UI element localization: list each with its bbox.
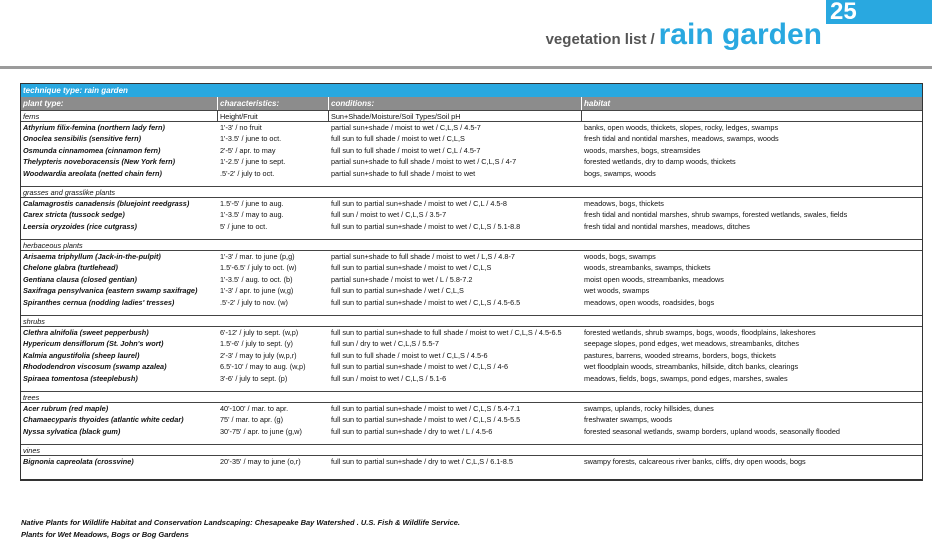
table-row bbox=[21, 456, 922, 468]
plant-name-cell: Arisaema triphyllum (Jack-in-the-pulpit) bbox=[23, 251, 161, 261]
table-row bbox=[21, 274, 922, 286]
category-label: vines bbox=[21, 444, 922, 456]
plant-name-cell: Acer rubrum (red maple) bbox=[23, 403, 109, 413]
conditions-cell: full sun / dry to wet / C,L,S / 5.5-7 bbox=[331, 339, 439, 348]
plant-name-cell: Clethra alnifolia (sweet pepperbush) bbox=[23, 327, 149, 337]
habitat-cell: fresh tidal and nontidal marshes, meadows, swamps, woods bbox=[584, 134, 779, 143]
table-row bbox=[21, 350, 922, 362]
conditions-cell: full sun to partial sun+shade / moist to wet / C,L,S / 5.1-8.8 bbox=[331, 221, 521, 231]
table-row bbox=[21, 251, 922, 263]
conditions-cell: full sun to full shade / moist to wet / C,L / 4.5-7 bbox=[331, 145, 481, 155]
characteristics-cell: 1'-2.5' / june to sept. bbox=[220, 157, 286, 166]
table-row bbox=[21, 168, 922, 180]
footer-source-line-2: Plants for Wet Meadows, Bogs or Bog Gardens bbox=[21, 530, 189, 539]
table-row bbox=[21, 403, 922, 415]
table-row bbox=[21, 285, 922, 297]
conditions-cell: full sun to partial sun+shade / moist to wet / C,L / 4.5-8 bbox=[331, 198, 507, 208]
plant-name-cell: Thelypteris noveboracensis (New York fern) bbox=[23, 157, 176, 166]
characteristics-cell: .5'-2' / july to nov. (w) bbox=[220, 297, 288, 307]
category-label: trees bbox=[21, 391, 922, 403]
habitat-cell: fresh tidal and nontidal marshes, meadows, ditches bbox=[584, 221, 750, 231]
conditions-cell: full sun to partial sun+shade / moist to wet / C,L,S / 4-6 bbox=[331, 362, 509, 371]
page-title: rain garden bbox=[658, 18, 822, 51]
conditions-cell: full sun / moist to wet / C,L,S / 3.5-7 bbox=[331, 210, 447, 219]
plant-name-cell: Leersia oryzoides (rice cutgrass) bbox=[23, 221, 137, 231]
vegetation-table bbox=[20, 83, 923, 481]
characteristics-cell: 3'-6' / july to sept. (p) bbox=[220, 373, 288, 383]
table-row bbox=[21, 414, 922, 426]
habitat-cell: woods, bogs, swamps bbox=[584, 251, 656, 261]
group-spacer bbox=[21, 179, 922, 186]
conditions-cell: full sun to partial sun+shade / moist to wet / C,L,S / 4.5-6.5 bbox=[331, 297, 521, 307]
habitat-cell: forested seasonal wetlands, swamp borders, upland woods, seasonally flooded bbox=[584, 426, 840, 436]
fern-rows bbox=[21, 122, 922, 180]
conditions-cell: full sun to full shade / moist to wet / C,L,S / 4.5-6 bbox=[331, 350, 488, 360]
characteristics-cell: 1.5'-6' / july to sept. (y) bbox=[220, 339, 293, 348]
table-row bbox=[21, 426, 922, 438]
table-row bbox=[21, 338, 922, 350]
habitat-cell: moist open woods, streambanks, meadows bbox=[584, 274, 724, 284]
plant-name-cell: Spiraea tomentosa (steeplebush) bbox=[23, 373, 138, 383]
conditions-cell: full sun / moist to wet / C,L,S / 5.1-6 bbox=[331, 373, 447, 383]
conditions-cell: full sun to full shade / moist to wet / C,L,S bbox=[331, 134, 465, 143]
characteristics-cell: 30'-75' / apr. to june (g,w) bbox=[220, 426, 302, 436]
habitat-cell: wet floodplain woods, streambanks, hillside, ditch banks, clearings bbox=[584, 362, 799, 371]
conditions-cell: full sun to partial sun+shade / dry to wet / C,L,S / 6.1-8.5 bbox=[331, 456, 513, 466]
characteristics-cell: .5'-2' / july to oct. bbox=[220, 168, 275, 178]
plant-name-cell: Carex stricta (tussock sedge) bbox=[23, 210, 125, 219]
characteristics-cell: 1'-3' / no fruit bbox=[220, 122, 262, 132]
characteristics-cell: 1.5'-6.5' / july to oct. (w) bbox=[220, 263, 297, 272]
plant-name-cell: Chamaecyparis thyoides (atlantic white cedar) bbox=[23, 415, 184, 424]
habitat-cell: meadows, fields, bogs, swamps, pond edges, marshes, swales bbox=[584, 373, 788, 383]
column-header-characteristics: characteristics: bbox=[218, 97, 329, 110]
characteristics-cell: 1.5'-5' / june to aug. bbox=[220, 198, 284, 208]
category-groups bbox=[21, 179, 922, 467]
table-row bbox=[21, 361, 922, 373]
page-number: 25 bbox=[826, 0, 932, 24]
conditions-cell: full sun to partial sun+shade / dry to wet / L / 4.5-6 bbox=[331, 426, 493, 436]
habitat-cell: woods, streambanks, swamps, thickets bbox=[584, 263, 711, 272]
characteristics-cell: 75' / mar. to apr. (g) bbox=[220, 415, 284, 424]
characteristics-cell: 1'-3' / apr. to june (w,g) bbox=[220, 286, 294, 295]
conditions-cell: full sun to partial sun+shade / moist to wet / C,L,S / 5.4-7.1 bbox=[331, 403, 521, 413]
conditions-cell: partial sun+shade / moist to wet / L / 5.8-7.2 bbox=[331, 274, 473, 284]
characteristics-cell: 40'-100' / mar. to apr. bbox=[220, 403, 289, 413]
habitat-cell: wet woods, swamps bbox=[584, 286, 650, 295]
header-divider bbox=[0, 66, 932, 69]
header-subtitle: vegetation list bbox=[545, 31, 647, 48]
footer-sources bbox=[21, 517, 460, 541]
conditions-cell: full sun to partial sun+shade / wet / C,L,S bbox=[331, 286, 464, 295]
characteristics-cell: 1'-3.5' / aug. to oct. (b) bbox=[220, 274, 293, 284]
conditions-cell: partial sun+shade / moist to wet / C,L,S / 4.5-7 bbox=[331, 122, 481, 132]
table-row bbox=[21, 122, 922, 134]
table-row bbox=[21, 145, 922, 157]
category-label: herbaceous plants bbox=[21, 239, 922, 251]
table-end-spacer bbox=[21, 467, 922, 479]
table-row bbox=[21, 198, 922, 210]
habitat-cell: swampy forests, calcareous river banks, cliffs, dry open woods, bogs bbox=[584, 456, 806, 466]
table-row bbox=[21, 156, 922, 168]
habitat-cell: swamps, uplands, rocky hillsides, dunes bbox=[584, 403, 714, 413]
plant-name-cell: Rhododendron viscosum (swamp azalea) bbox=[23, 362, 167, 371]
footer-source-line-1: Native Plants for Wildlife Habitat and Conservation Landscaping: Chesapeake Bay Watershed . U.S. Fish & Wildlife Service. bbox=[21, 518, 461, 527]
characteristics-cell: 5' / june to oct. bbox=[220, 221, 268, 231]
plant-name-cell: Gentiana clausa (closed gentian) bbox=[23, 274, 137, 284]
habitat-cell: seepage slopes, pond edges, wet meadows, streambanks, ditches bbox=[584, 339, 799, 348]
conditions-cell: full sun to partial sun+shade to full shade / moist to wet / C,L,S / 4.5-6.5 bbox=[331, 327, 562, 337]
plant-name-cell: Osmunda cinnamomea (cinnamon fern) bbox=[23, 145, 161, 155]
subheader-row bbox=[21, 110, 922, 122]
plant-name-cell: Woodwardia areolata (netted chain fern) bbox=[23, 168, 162, 178]
column-header-plant-type: plant type: bbox=[21, 97, 218, 110]
table-row bbox=[21, 133, 922, 145]
habitat-cell: bogs, swamps, woods bbox=[584, 168, 656, 178]
table-row bbox=[21, 327, 922, 339]
habitat-cell: pastures, barrens, wooded streams, borders, bogs, thickets bbox=[584, 350, 776, 360]
category-label: shrubs bbox=[21, 315, 922, 327]
category-label: grasses and grasslike plants bbox=[21, 186, 922, 198]
header-separator: / bbox=[650, 31, 655, 48]
habitat-cell: freshwater swamps, woods bbox=[584, 415, 673, 424]
group-spacer bbox=[21, 232, 922, 239]
table-row bbox=[21, 297, 922, 309]
subheader-conditions-detail: Sun+Shade/Moisture/Soil Types/Soil pH bbox=[329, 111, 582, 121]
conditions-cell: full sun to partial sun+shade / moist to wet / C,L,S bbox=[331, 263, 492, 272]
habitat-cell: forested wetlands, dry to damp woods, thickets bbox=[584, 157, 736, 166]
column-header-habitat: habitat bbox=[584, 99, 611, 108]
table-row bbox=[21, 209, 922, 221]
column-header-row bbox=[21, 97, 922, 110]
group-spacer bbox=[21, 308, 922, 315]
characteristics-cell: 2'-5' / apr. to may bbox=[220, 145, 276, 155]
habitat-cell: fresh tidal and nontidal marshes, shrub swamps, forested wetlands, swales, fields bbox=[584, 210, 848, 219]
technique-type-bar: technique type: rain garden bbox=[21, 84, 922, 97]
characteristics-cell: 6.5'-10' / may to aug. (w,p) bbox=[220, 362, 306, 371]
plant-name-cell: Athyrium filix-femina (northern lady fern) bbox=[23, 122, 165, 132]
plant-name-cell: Spiranthes cernua (nodding ladies' tresses) bbox=[23, 297, 175, 307]
group-spacer bbox=[21, 384, 922, 391]
plant-name-cell: Nyssa sylvatica (black gum) bbox=[23, 426, 121, 436]
plant-name-cell: Hypericum densiflorum (St. John's wort) bbox=[23, 339, 164, 348]
column-header-conditions: conditions: bbox=[329, 97, 582, 110]
characteristics-cell: 1'-3.5' / june to oct. bbox=[220, 134, 282, 143]
conditions-cell: partial sun+shade to full shade / moist to wet bbox=[331, 168, 476, 178]
table-row bbox=[21, 221, 922, 233]
habitat-cell: woods, marshes, bogs, streamsides bbox=[584, 145, 701, 155]
characteristics-cell: 1'-3.5' / may to aug. bbox=[220, 210, 284, 219]
characteristics-cell: 20'-35' / may to june (o,r) bbox=[220, 456, 301, 466]
table-row bbox=[21, 373, 922, 385]
characteristics-cell: 6'-12' / july to sept. (w,p) bbox=[220, 327, 299, 337]
habitat-cell: forested wetlands, shrub swamps, bogs, woods, floodplains, lakeshores bbox=[584, 327, 816, 337]
subheader-height-fruit: Height/Fruit bbox=[218, 111, 329, 121]
table-row bbox=[21, 262, 922, 274]
plant-name-cell: Kalmia angustifolia (sheep laurel) bbox=[23, 350, 140, 360]
subheader-habitat bbox=[582, 111, 922, 121]
plant-name-cell: Chelone glabra (turtlehead) bbox=[23, 263, 118, 272]
plant-name-cell: Bignonia capreolata (crossvine) bbox=[23, 456, 134, 466]
conditions-cell: partial sun+shade to full shade / moist to wet / C,L,S / 4-7 bbox=[331, 157, 517, 166]
habitat-cell: meadows, open woods, roadsides, bogs bbox=[584, 297, 715, 307]
characteristics-cell: 1'-3' / mar. to june (p,g) bbox=[220, 251, 295, 261]
plant-name-cell: Onoclea sensibilis (sensitive fern) bbox=[23, 134, 142, 143]
conditions-cell: full sun to partial sun+shade / moist to wet / C,L,S / 4.5-5.5 bbox=[331, 415, 521, 424]
characteristics-cell: 2'-3' / may to july (w,p,r) bbox=[220, 350, 297, 360]
habitat-cell: banks, open woods, thickets, slopes, rocky, ledges, swamps bbox=[584, 122, 779, 132]
conditions-cell: partial sun+shade to full shade / moist to wet / L,S / 4.8-7 bbox=[331, 251, 515, 261]
group-spacer bbox=[21, 437, 922, 444]
plant-name-cell: Saxifraga pensylvanica (eastern swamp saxifrage) bbox=[23, 286, 198, 295]
plant-name-cell: Calamagrostis canadensis (bluejoint reedgrass) bbox=[23, 198, 190, 208]
habitat-cell: meadows, bogs, thickets bbox=[584, 198, 664, 208]
category-label-ferns: ferns bbox=[21, 111, 218, 121]
header-title bbox=[546, 18, 822, 52]
